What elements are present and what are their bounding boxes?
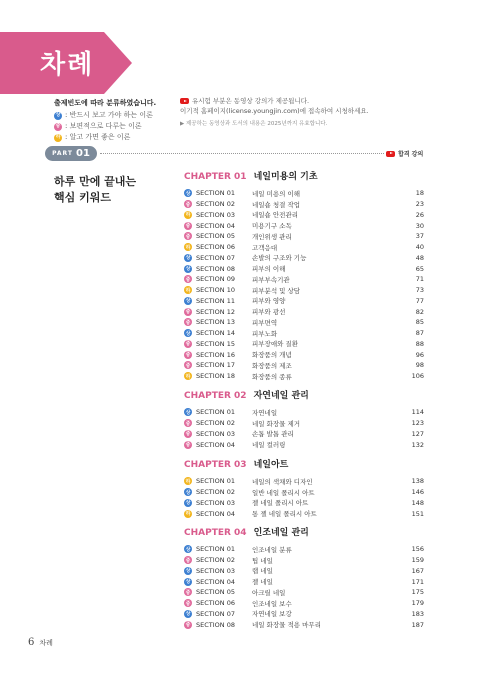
section-label: SECTION 14	[196, 329, 235, 338]
section-row[interactable]	[184, 498, 424, 509]
section-label: SECTION 07	[196, 253, 235, 262]
chapter-label: CHAPTER 03	[184, 460, 247, 470]
section-label: SECTION 03	[196, 498, 235, 507]
section-page: 106	[411, 372, 424, 381]
part-tag	[45, 146, 97, 161]
section-label: SECTION 11	[196, 296, 235, 305]
section-page: 85	[415, 318, 424, 327]
section-page: 127	[411, 429, 424, 438]
frequency-badge-icon: 상	[185, 190, 191, 197]
section-label: SECTION 18	[196, 372, 235, 381]
section-page: 138	[411, 477, 424, 486]
frequency-badge-icon: 중	[185, 319, 191, 326]
frequency-badge-icon: 하	[185, 478, 191, 485]
section-title: 화장품의 개념	[252, 351, 292, 360]
section-title: 미용기구 소독	[252, 222, 292, 231]
section-row[interactable]	[184, 566, 424, 577]
section-label: SECTION 17	[196, 361, 235, 370]
section-label: SECTION 06	[196, 599, 235, 608]
notice-line-2: 이기적 홈페이지(license.youngjin.com)에 접속하여 시청하세요.	[180, 106, 369, 115]
section-page: 48	[415, 253, 424, 262]
section-page: 87	[415, 329, 424, 338]
section-page: 77	[415, 296, 424, 305]
video-lecture-note[interactable]	[386, 149, 423, 158]
section-title: 피부의 이해	[252, 265, 286, 274]
section-row[interactable]	[184, 242, 424, 253]
section-title: 통 젤 네일 폴리시 아트	[252, 510, 317, 519]
section-row[interactable]	[184, 199, 424, 210]
section-title: 아크릴 네일	[252, 588, 286, 597]
chapter-01	[184, 169, 424, 382]
section-page: 18	[415, 189, 424, 198]
section-label: SECTION 05	[196, 588, 235, 597]
page-number: 6	[28, 637, 35, 648]
section-title: 피부분석 및 상담	[252, 286, 301, 295]
section-label: SECTION 05	[196, 232, 235, 241]
youtube-icon	[180, 98, 189, 104]
section-row[interactable]	[184, 429, 424, 440]
chapter-heading	[184, 457, 424, 472]
frequency-badge-icon: 중	[185, 600, 191, 607]
section-title: 피부노화	[252, 329, 278, 338]
section-label: SECTION 15	[196, 339, 235, 348]
section-row[interactable]	[184, 587, 424, 598]
section-row[interactable]	[184, 407, 424, 418]
section-label: SECTION 04	[196, 509, 235, 518]
frequency-badge-icon: 상	[185, 409, 191, 416]
section-title: 자연네일	[252, 408, 278, 417]
section-title: 피부와 광선	[252, 308, 286, 317]
section-title: 피부면역	[252, 318, 278, 327]
section-row[interactable]	[184, 609, 424, 620]
legend-item	[54, 121, 156, 132]
section-label: SECTION 01	[196, 545, 235, 554]
section-title: 네일 화장물 제거	[252, 419, 301, 428]
section-title: 네일숍 안전관리	[252, 211, 299, 220]
section-page: 151	[411, 509, 424, 518]
legend-text: : 반드시 보고 가야 하는 이론	[65, 111, 153, 119]
section-label: SECTION 12	[196, 307, 235, 316]
part-label: PART	[52, 150, 73, 157]
chapter-heading	[184, 388, 424, 403]
section-page: 156	[411, 545, 424, 554]
section-label: SECTION 04	[196, 221, 235, 230]
chapter-title: 자연네일 관리	[253, 391, 309, 401]
frequency-badge-icon: 하	[185, 244, 191, 251]
section-title: 인조네일 보수	[252, 599, 292, 608]
section-row[interactable]	[184, 263, 424, 274]
section-label: SECTION 16	[196, 350, 235, 359]
frequency-badge-icon: 상	[185, 568, 191, 575]
section-label: SECTION 07	[196, 609, 235, 618]
section-label: SECTION 03	[196, 429, 235, 438]
video-lecture-label: 합격 강의	[398, 151, 424, 158]
section-label: SECTION 09	[196, 275, 235, 284]
section-page: 88	[415, 339, 424, 348]
chapter-title: 인조네일 관리	[253, 528, 309, 538]
title-banner	[0, 32, 132, 94]
section-label: SECTION 02	[196, 200, 235, 209]
chapter-heading	[184, 169, 424, 184]
frequency-badge-icon: 상	[55, 112, 61, 118]
section-row[interactable]	[184, 188, 424, 199]
section-row[interactable]	[184, 317, 424, 328]
section-title: 네일 컬러링	[252, 441, 286, 450]
youtube-icon	[386, 151, 395, 157]
frequency-badge-icon: 중	[185, 589, 191, 596]
frequency-badge-icon: 하	[55, 134, 61, 140]
section-row[interactable]	[184, 253, 424, 264]
section-page: 40	[415, 243, 424, 252]
frequency-badge-icon: 상	[185, 255, 191, 262]
section-label: SECTION 03	[196, 566, 235, 575]
frequency-badge-icon: 중	[185, 362, 191, 369]
frequency-badge-icon: 상	[185, 611, 191, 618]
frequency-badge-icon: 상	[185, 330, 191, 337]
section-page: 159	[411, 556, 424, 565]
section-page: 82	[415, 307, 424, 316]
section-row[interactable]	[184, 349, 424, 360]
frequency-badge-icon: 중	[185, 442, 191, 449]
frequency-badge-icon: 상	[185, 298, 191, 305]
section-row[interactable]	[184, 555, 424, 566]
section-page: 148	[411, 498, 424, 507]
part-number: 01	[76, 148, 90, 159]
section-title: 고객응대	[252, 243, 278, 252]
section-page: 146	[411, 488, 424, 497]
chapter-03	[184, 457, 424, 519]
frequency-badge-icon: 중	[185, 233, 191, 240]
frequency-badge-icon: 중	[185, 341, 191, 348]
section-title: 손발의 구조와 기능	[252, 254, 307, 263]
legend-item	[54, 110, 156, 121]
section-title: 네일의 색채와 디자인	[252, 477, 313, 486]
frequency-badge-icon: 상	[185, 500, 191, 507]
section-row[interactable]	[184, 274, 424, 285]
section-row[interactable]	[184, 418, 424, 429]
chapter-02	[184, 388, 424, 450]
section-page: 167	[411, 566, 424, 575]
frequency-badge-icon: 상	[185, 266, 191, 273]
frequency-badge-icon: 상	[185, 489, 191, 496]
section-page: 71	[415, 275, 424, 284]
frequency-badge-icon: 상	[185, 579, 191, 586]
section-label: SECTION 06	[196, 243, 235, 252]
section-label: SECTION 04	[196, 577, 235, 586]
section-row[interactable]	[184, 487, 424, 498]
chapter-label: CHAPTER 01	[184, 172, 247, 182]
section-page: 65	[415, 264, 424, 273]
section-title: 네일 화장물 적용 마무리	[252, 621, 321, 630]
section-label: SECTION 02	[196, 419, 235, 428]
frequency-badge-icon: 중	[185, 352, 191, 359]
page-footer	[28, 637, 53, 648]
frequency-badge-icon: 중	[55, 123, 61, 129]
section-page: 96	[415, 350, 424, 359]
frequency-badge-icon: 중	[185, 223, 191, 230]
frequency-badge-icon: 상	[185, 546, 191, 553]
section-page: 183	[411, 609, 424, 618]
section-page: 132	[411, 440, 424, 449]
frequency-badge-icon: 중	[185, 309, 191, 316]
legend-text: : 보편적으로 다루는 이론	[65, 122, 142, 130]
section-page: 114	[411, 408, 424, 417]
section-title: 화장품의 제조	[252, 361, 292, 370]
section-page: 179	[411, 599, 424, 608]
section-title: 인조네일 분류	[252, 545, 292, 554]
legend-title: 출제빈도에 따라 분류하였습니다.	[54, 99, 157, 107]
section-row[interactable]	[184, 598, 424, 609]
chapter-label: CHAPTER 02	[184, 391, 247, 401]
section-row[interactable]	[184, 285, 424, 296]
section-page: 171	[411, 577, 424, 586]
section-row[interactable]	[184, 619, 424, 630]
section-row[interactable]	[184, 306, 424, 317]
part-title-line-1: 하루 만에 끝내는	[54, 175, 137, 188]
section-row[interactable]	[184, 210, 424, 221]
section-label: SECTION 02	[196, 488, 235, 497]
section-row[interactable]	[184, 231, 424, 242]
chapter-title: 네일미용의 기초	[253, 172, 318, 182]
part-divider	[100, 153, 384, 154]
section-row[interactable]	[184, 576, 424, 587]
section-title: 자연네일 보강	[252, 610, 292, 619]
section-row[interactable]	[184, 296, 424, 307]
page-title: 차례	[40, 50, 95, 80]
section-page: 98	[415, 361, 424, 370]
section-title: 피부장애와 질환	[252, 340, 299, 349]
section-row[interactable]	[184, 439, 424, 450]
section-label: SECTION 03	[196, 210, 235, 219]
section-title: 피부부속기관	[252, 275, 290, 284]
frequency-badge-icon: 중	[185, 622, 191, 629]
chapter-04	[184, 525, 424, 630]
frequency-badge-icon: 하	[185, 212, 191, 219]
notice-line-1: 유시험 부분은 동영상 강의가 제공됩니다.	[192, 97, 310, 105]
chapter-label: CHAPTER 04	[184, 528, 247, 538]
chapter-title: 네일아트	[253, 460, 289, 470]
section-row[interactable]	[184, 371, 424, 382]
frequency-badge-icon: 중	[185, 201, 191, 208]
section-row[interactable]	[184, 339, 424, 350]
part-title-line-2: 핵심 키워드	[54, 191, 111, 204]
section-label: SECTION 10	[196, 286, 235, 295]
section-label: SECTION 13	[196, 318, 235, 327]
section-title: 일반 네일 폴리시 아트	[252, 488, 315, 497]
notice-line-3: ▶ 제공하는 동영상과 도서의 내용은 2025년까지 유효합니다.	[180, 121, 328, 127]
frequency-badge-icon: 중	[185, 557, 191, 564]
section-title: 젤 네일 폴리시 아트	[252, 499, 309, 508]
section-row[interactable]	[184, 220, 424, 231]
section-page: 37	[415, 232, 424, 241]
section-page: 30	[415, 221, 424, 230]
section-row[interactable]	[184, 476, 424, 487]
section-row[interactable]	[184, 508, 424, 519]
frequency-badge-icon: 중	[185, 420, 191, 427]
section-page: 187	[411, 620, 424, 629]
section-label: SECTION 01	[196, 189, 235, 198]
section-page: 23	[415, 200, 424, 209]
frequency-badge-icon: 하	[185, 287, 191, 294]
part-title	[54, 174, 136, 206]
section-title: 피부와 영양	[252, 297, 286, 306]
section-label: SECTION 08	[196, 264, 235, 273]
section-page: 123	[411, 419, 424, 428]
section-label: SECTION 02	[196, 556, 235, 565]
section-title: 화장품의 종류	[252, 372, 292, 381]
section-row[interactable]	[184, 360, 424, 371]
frequency-legend	[54, 98, 156, 143]
section-page: 26	[415, 210, 424, 219]
video-notice	[180, 97, 369, 130]
frequency-badge-icon: 하	[185, 511, 191, 518]
frequency-badge-icon: 중	[185, 276, 191, 283]
section-page: 73	[415, 286, 424, 295]
section-title: 팁 네일	[252, 556, 273, 565]
legend-text: : 알고 가면 좋은 이론	[65, 133, 131, 141]
section-title: 손톱 발톱 관리	[252, 430, 294, 439]
section-label: SECTION 04	[196, 440, 235, 449]
section-title: 개인위생 관리	[252, 232, 292, 241]
section-title: 네일 미용의 이해	[252, 189, 301, 198]
legend-item	[54, 132, 156, 143]
section-label: SECTION 01	[196, 477, 235, 486]
section-row[interactable]	[184, 544, 424, 555]
footer-label: 차례	[39, 639, 53, 647]
section-label: SECTION 01	[196, 408, 235, 417]
section-title: 랩 네일	[252, 567, 273, 576]
frequency-badge-icon: 중	[185, 431, 191, 438]
chapter-heading	[184, 525, 424, 540]
section-row[interactable]	[184, 328, 424, 339]
section-label: SECTION 08	[196, 620, 235, 629]
section-title: 젤 네일	[252, 578, 273, 587]
frequency-badge-icon: 하	[185, 373, 191, 380]
section-title: 네일숍 청결 작업	[252, 200, 301, 209]
section-page: 175	[411, 588, 424, 597]
